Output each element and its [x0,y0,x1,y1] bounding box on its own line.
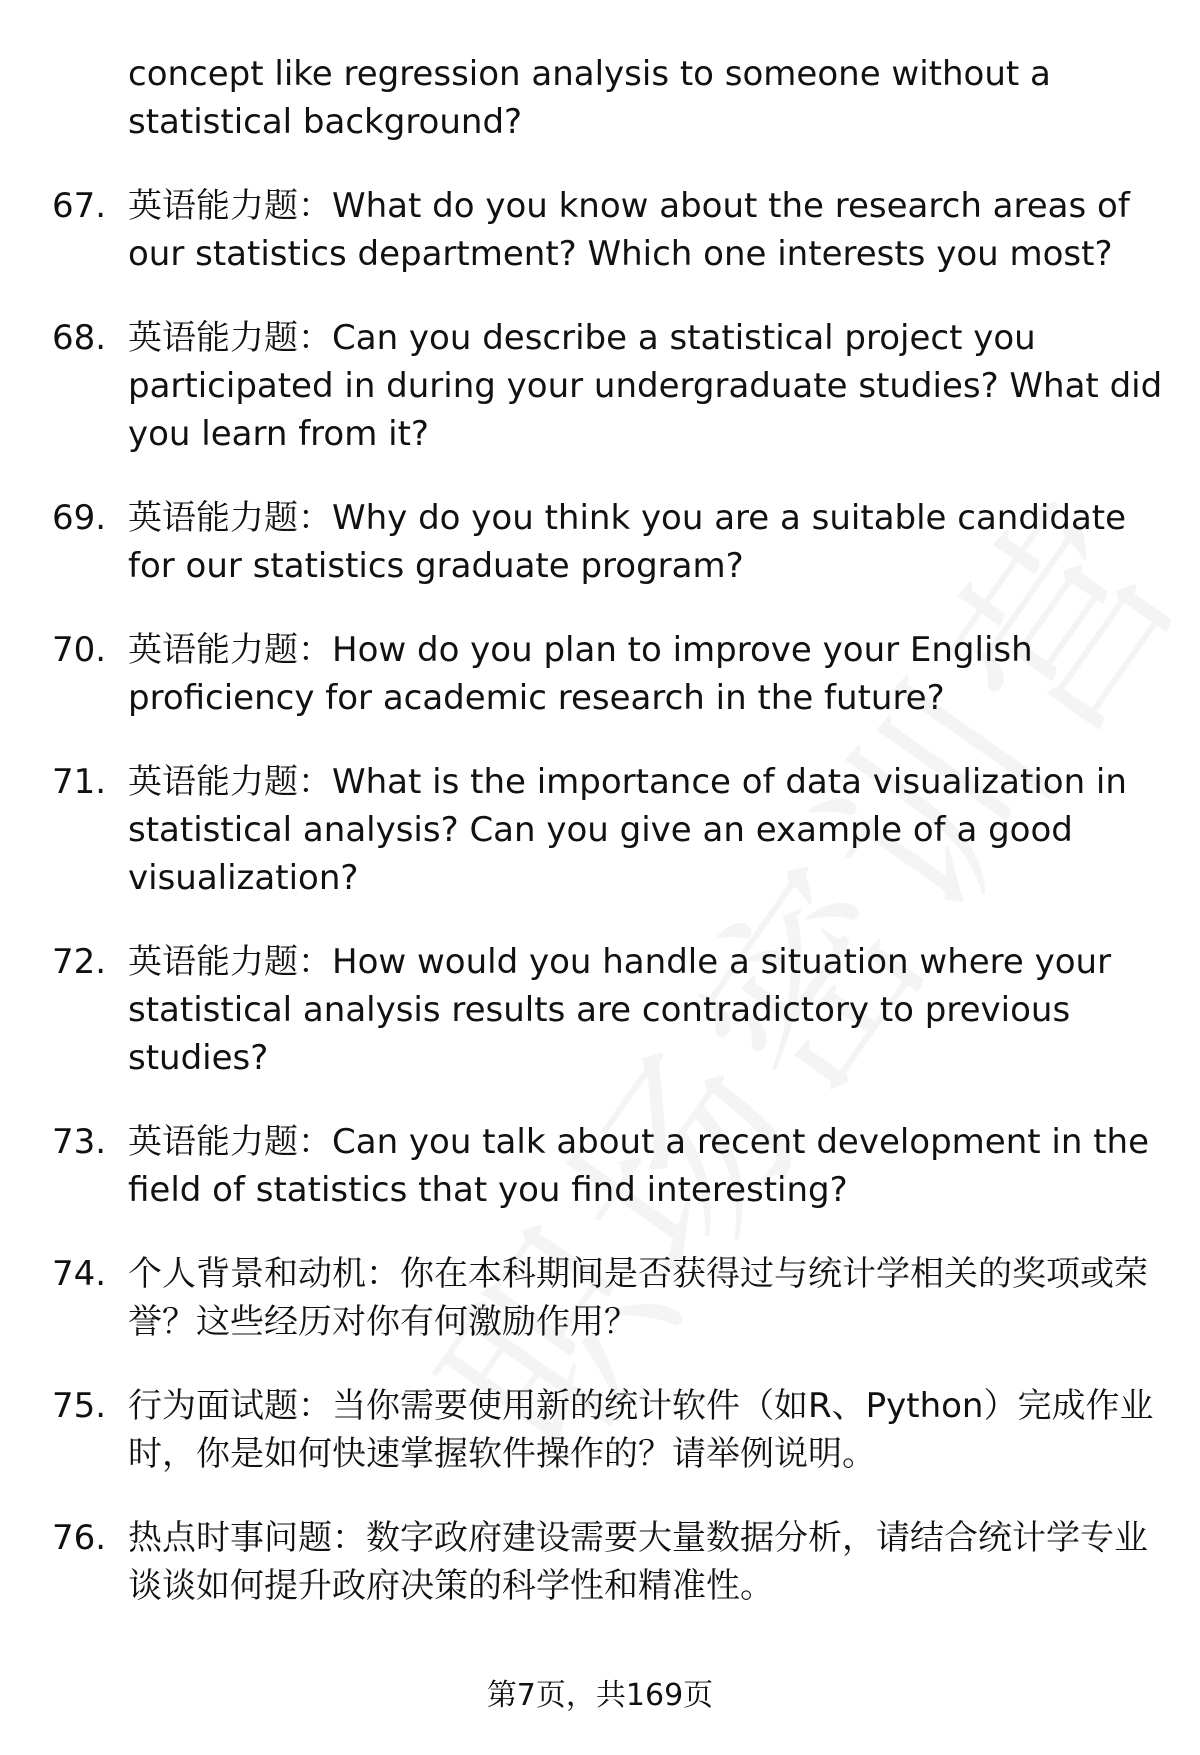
question-text: 热点时事问题：数字政府建设需要大量数据分析，请结合统计学专业谈谈如何提升政府决策的科学性和精准性。 [128,1518,1148,1606]
question-item [0,1118,1200,1214]
question-text: 行为面试题：当你需要使用新的统计软件（如R、Python）完成作业时，你是如何快速掌握软件操作的？请举例说明。 [128,1386,1154,1474]
question-number: 72. [52,942,107,982]
question-text: 英语能力题：Why do you think you are a suitable candidate for our statistics graduate program? [128,498,1127,586]
question-list [0,182,1200,1610]
document-body [0,50,1200,1646]
question-text: 英语能力题：How would you handle a situation where your statistical analysis results are contradictory to previous studies? [128,942,1112,1078]
question-number: 71. [52,762,107,802]
question-item [0,494,1200,590]
question-continuation: concept like regression analysis to someone without a statistical background? [128,54,1051,142]
question-item [0,1250,1200,1346]
question-number: 70. [52,630,107,670]
page-footer: 第7页，共169页 [486,1678,714,1713]
question-text: 英语能力题：Can you describe a statistical project you participated in during your undergraduate studies? What did you learn from it? [128,318,1163,454]
question-text: 个人背景和动机：你在本科期间是否获得过与统计学相关的奖项或荣誉？这些经历对你有何激励作用？ [128,1254,1148,1342]
question-number: 75. [52,1386,107,1426]
question-text: 英语能力题：How do you plan to improve your English proficiency for academic research in the future? [128,630,1033,718]
question-number: 69. [52,498,107,538]
question-item [0,314,1200,458]
question-text: 英语能力题：What do you know about the research areas of our statistics department? Which one interests you most? [128,186,1130,274]
question-text: 英语能力题：Can you talk about a recent development in the field of statistics that you find interesting? [128,1122,1150,1210]
question-text: 英语能力题：What is the importance of data visualization in statistical analysis? Can you give an example of a good visualization? [128,762,1127,898]
question-item [0,1514,1200,1610]
question-item [0,938,1200,1082]
question-item [0,1382,1200,1478]
question-number: 76. [52,1518,107,1558]
question-number: 74. [52,1254,107,1294]
question-item [0,182,1200,278]
question-item [0,758,1200,902]
question-item [0,626,1200,722]
question-number: 67. [52,186,107,226]
question-number: 73. [52,1122,107,1162]
question-number: 68. [52,318,107,358]
